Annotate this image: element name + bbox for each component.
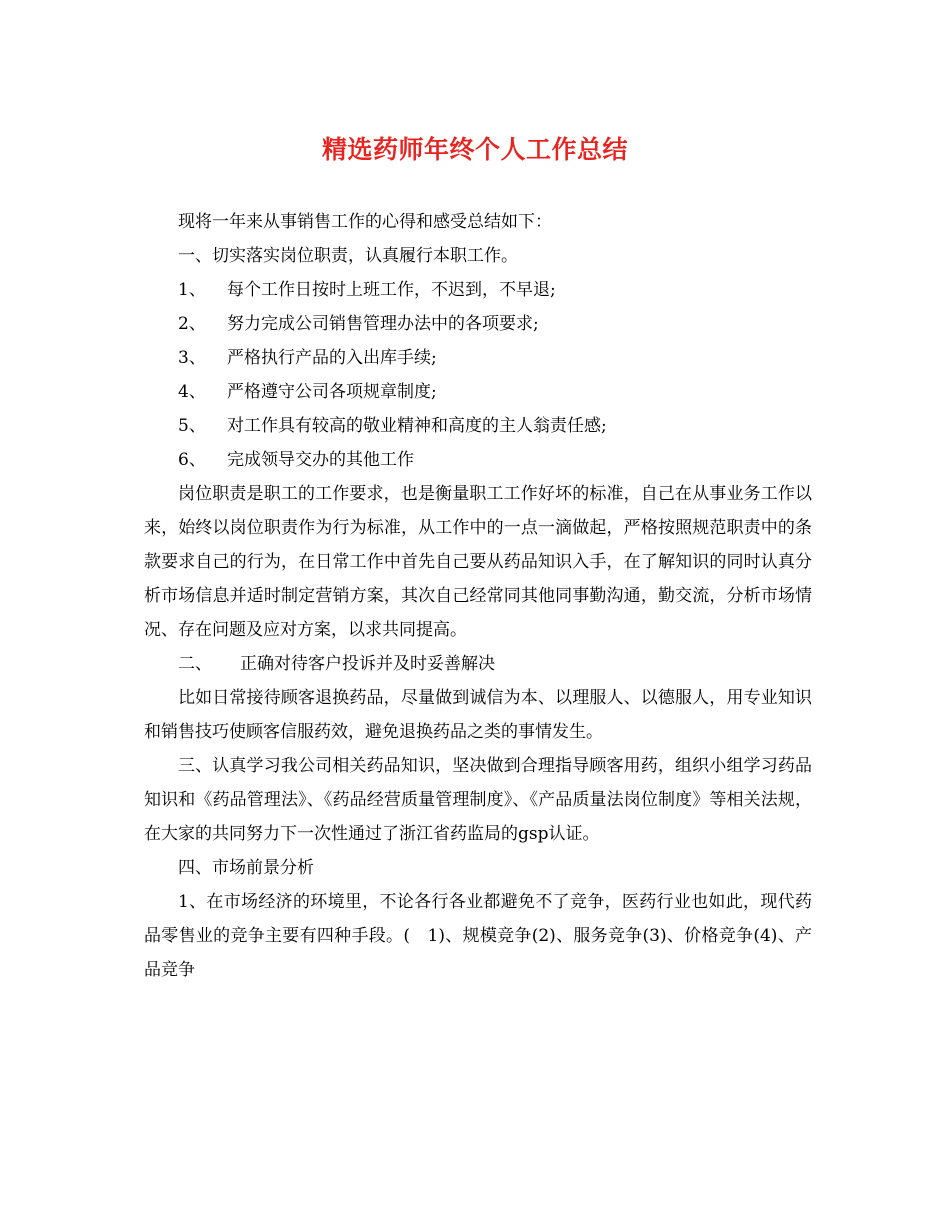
list-item-number: 6、 xyxy=(178,450,206,470)
list-item xyxy=(144,375,812,409)
list-item xyxy=(144,307,812,341)
section3-body: 三、认真学习我公司相关药品知识，坚决做到合理指导顾客用药，组织小组学习药品知识和《药品管理法》、《药品经营质量管理制度》、《产品质量法岗位制度》等相关法规，在大家的共同努力下一次性通过了浙江省药监局的gsp认证。 xyxy=(144,756,812,844)
list-item-number: 4、 xyxy=(178,382,206,402)
section1-body: 岗位职责是职工的工作要求，也是衡量职工工作好坏的标准，自己在从事业务工作以来，始终以岗位职责作为行为标准，从工作中的一点一滴做起，严格按照规范职责中的条款要求自己的行为，在日常工作中首先自己要从药品知识入手，在了解知识的同时认真分析市场信息并适时制定营销方案，其次自己经常同其他同事勤沟通，勤交流，分析市场情况、存在问题及应对方案，以求共同提高。 xyxy=(144,484,812,640)
intro-paragraph: 现将一年来从事销售工作的心得和感受总结如下： xyxy=(178,212,552,232)
list-item-text: 对工作具有较高的敬业精神和高度的主人翁责任感; xyxy=(227,416,607,436)
section2-body: 比如日常接待顾客退换药品，尽量做到诚信为本、以理服人、以德服人，用专业知识和销售技巧使顾客信服药效，避免退换药品之类的事情发生。 xyxy=(144,688,812,742)
list-item xyxy=(144,443,812,477)
document-body xyxy=(144,205,812,987)
list-item-number: 2、 xyxy=(178,314,206,334)
list-item-text: 严格遵守公司各项规章制度; xyxy=(227,382,437,402)
list-item-text: 完成领导交办的其他工作 xyxy=(227,450,414,470)
list-item xyxy=(144,273,812,307)
list-item-text: 每个工作日按时上班工作，不迟到，不早退; xyxy=(227,280,556,300)
section2-heading-line xyxy=(144,647,812,681)
list-item-number: 1、 xyxy=(178,280,206,300)
section4-heading: 四、市场前景分析 xyxy=(178,858,314,878)
section2-heading: 正确对待客户投诉并及时妥善解决 xyxy=(240,654,495,674)
section2-number: 二、 xyxy=(178,654,212,674)
list-item xyxy=(144,341,812,375)
list-item xyxy=(144,409,812,443)
list-item-text: 努力完成公司销售管理办法中的各项要求; xyxy=(227,314,539,334)
section4-body: 1、在市场经济的环境里，不论各行各业都避免不了竞争，医药行业也如此，现代药品零售业的竞争主要有四种手段。( 1)、规模竞争(2)、服务竞争(3)、价格竞争(4)、产品竞争 xyxy=(144,892,812,980)
document-title: 精选药师年终个人工作总结 xyxy=(321,135,628,164)
list-item-number: 3、 xyxy=(178,348,206,368)
section1-heading: 一、切实落实岗位职责，认真履行本职工作。 xyxy=(178,246,518,266)
list-item-text: 严格执行产品的入出库手续; xyxy=(227,348,437,368)
list-item-number: 5、 xyxy=(178,416,206,436)
